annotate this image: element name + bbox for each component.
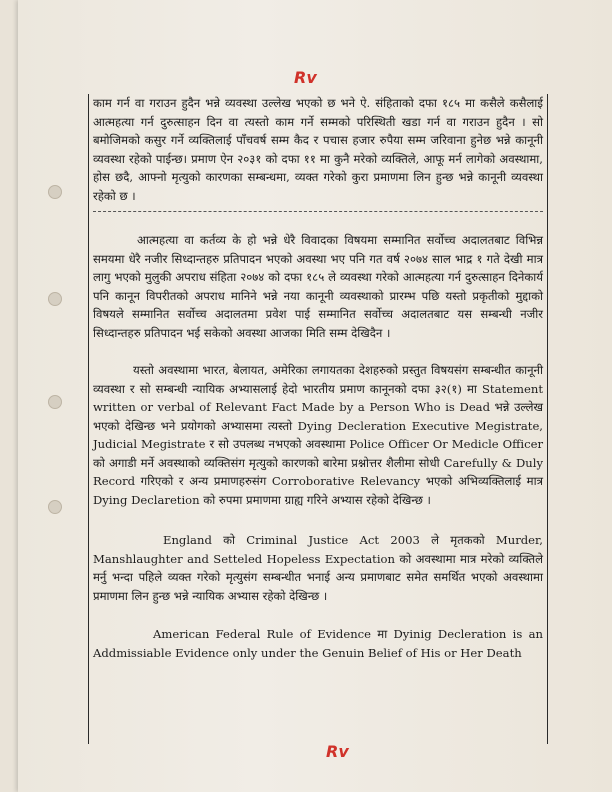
punch-hole [48,500,62,514]
punch-hole [48,395,62,409]
punch-hole [48,185,62,199]
punch-hole [48,292,62,306]
initials-mark-top: Rv [294,68,317,87]
paragraph-2: आत्महत्या वा कर्तव्य के हो भन्ने धेरै विवादका विषयमा सम्मानित सर्वोच्च अदालतबाट विभिन्न समयमा धेरै नजीर सिध्दान्तहरु प्रतिपादन भएको अवस्था भए पनि गत वर्ष २०७४ साल भाद्र १ गते देखी मात्र लागु भएको मुलुकी अपराध संहिता २०७४ को दफा १८५ ले व्यवस्था गरेको आत्महत्या गर्न दुरुत्साहन दिनेकार्य पनि कानून विपरीतको अपराध मानिने भन्ने नया कानूनी व्यवस्थाको प्रारम्भ पछि यस्तो प्रकृतीको मुद्दाको विषयले सम्मानित सर्वोच्च अदालतमा प्रवेश पाई सम्मानित सर्वोच्च अदालतबाट यस सम्बन्धी नजीर सिध्दान्तहरु प्रतिपादन भई सकेको अवस्था आजका मिति सम्म देखिदैन । [93,233,543,340]
dashed-separator [93,211,543,212]
paragraph-1: काम गर्न वा गराउन हुदैन भन्ने व्यवस्था उल्लेख भएको छ भने ऐ. संहिताको दफा १८५ मा कसैले कसैलाई आत्महत्या गर्न दुरुत्साहन दिन वा त्यस्तो काम गर्ने सम्मको परिस्थिती खडा गर्न वा गराउन हुदैन । सो बमोजिमको कसुर गर्ने व्यक्तिलाई पाँचवर्ष सम्म कैद र पचास हजार रुपैया सम्म जरिवाना हुनेछ भन्ने कानूनी व्यवस्था रहेको पाईन्छ। प्रमाण ऐन २०३१ को दफा ११ मा कुनै मरेको व्यक्तिले, आफू मर्न लागेको अवस्थामा, होस छदै, आफ्नो मृत्युको कारणका सम्बन्धमा, व्यक्त गरेको कुरा प्रमाणमा लिन हुन्छ भन्ने कानूनी व्यवस्था रहेको छ । [93,96,543,203]
page-body [88,94,548,744]
paragraph-4: England को Criminal Justice Act 2003 ले मृतकको Murder, Manshlaughter and Setteled Hopeless Expectation को अवस्थामा मात्र मरेको व्यक्तिले मर्नु भन्दा पहिले व्यक्त गरेको मृत्युसंग सम्बन्धीत भनाई अन्य प्रमाणबाट समेत समर्थित भएको अवस्थामा प्रमाणमा लिन हुन्छ भन्ने न्यायिक अभ्यास रहेको देखिन्छ । [93,533,543,603]
initials-mark-bottom: Rv [326,742,349,761]
paragraph-5: American Federal Rule of Evidence मा Dyinig Decleration is an Addmissiable Evidence only under the Genuin Belief of His or Her Death [93,627,543,660]
paragraph-3: यस्तो अवस्थामा भारत, बेलायत, अमेरिका लगायतका देशहरुको प्रस्तुत विषयसंग सम्बन्धीत कानूनी व्यवस्था र सो सम्बन्धी न्यायिक अभ्यासलाई हेदो भारतीय प्रमाण कानूनको दफा ३२(१) मा Statement written or verbal of Relevant Fact Made by a Person Who is Dead भन्ने उल्लेख भएको देखिन्छ भने प्रयोगको अभ्यासमा त्यस्तो Dying Decleration Executive Megistrate, Judicial Megistrate र सो उपलब्ध नभएको अवस्थामा Police Officer Or Medicle Officer को अगाडी मर्ने अवस्थाको व्यक्तिसंग मृत्युको कारणको बारेमा प्रश्नोत्तर शैलीमा सोधी Carefully & Duly Record गरिएको र अन्य प्रमाणहरुसंग Corroborative Relevancy भएको अभिव्यक्तिलाई मात्र Dying Declaretion को रुपमा प्रमाणमा ग्राह्य गरिने अभ्यास रहेको देखिन्छ । [93,363,543,507]
